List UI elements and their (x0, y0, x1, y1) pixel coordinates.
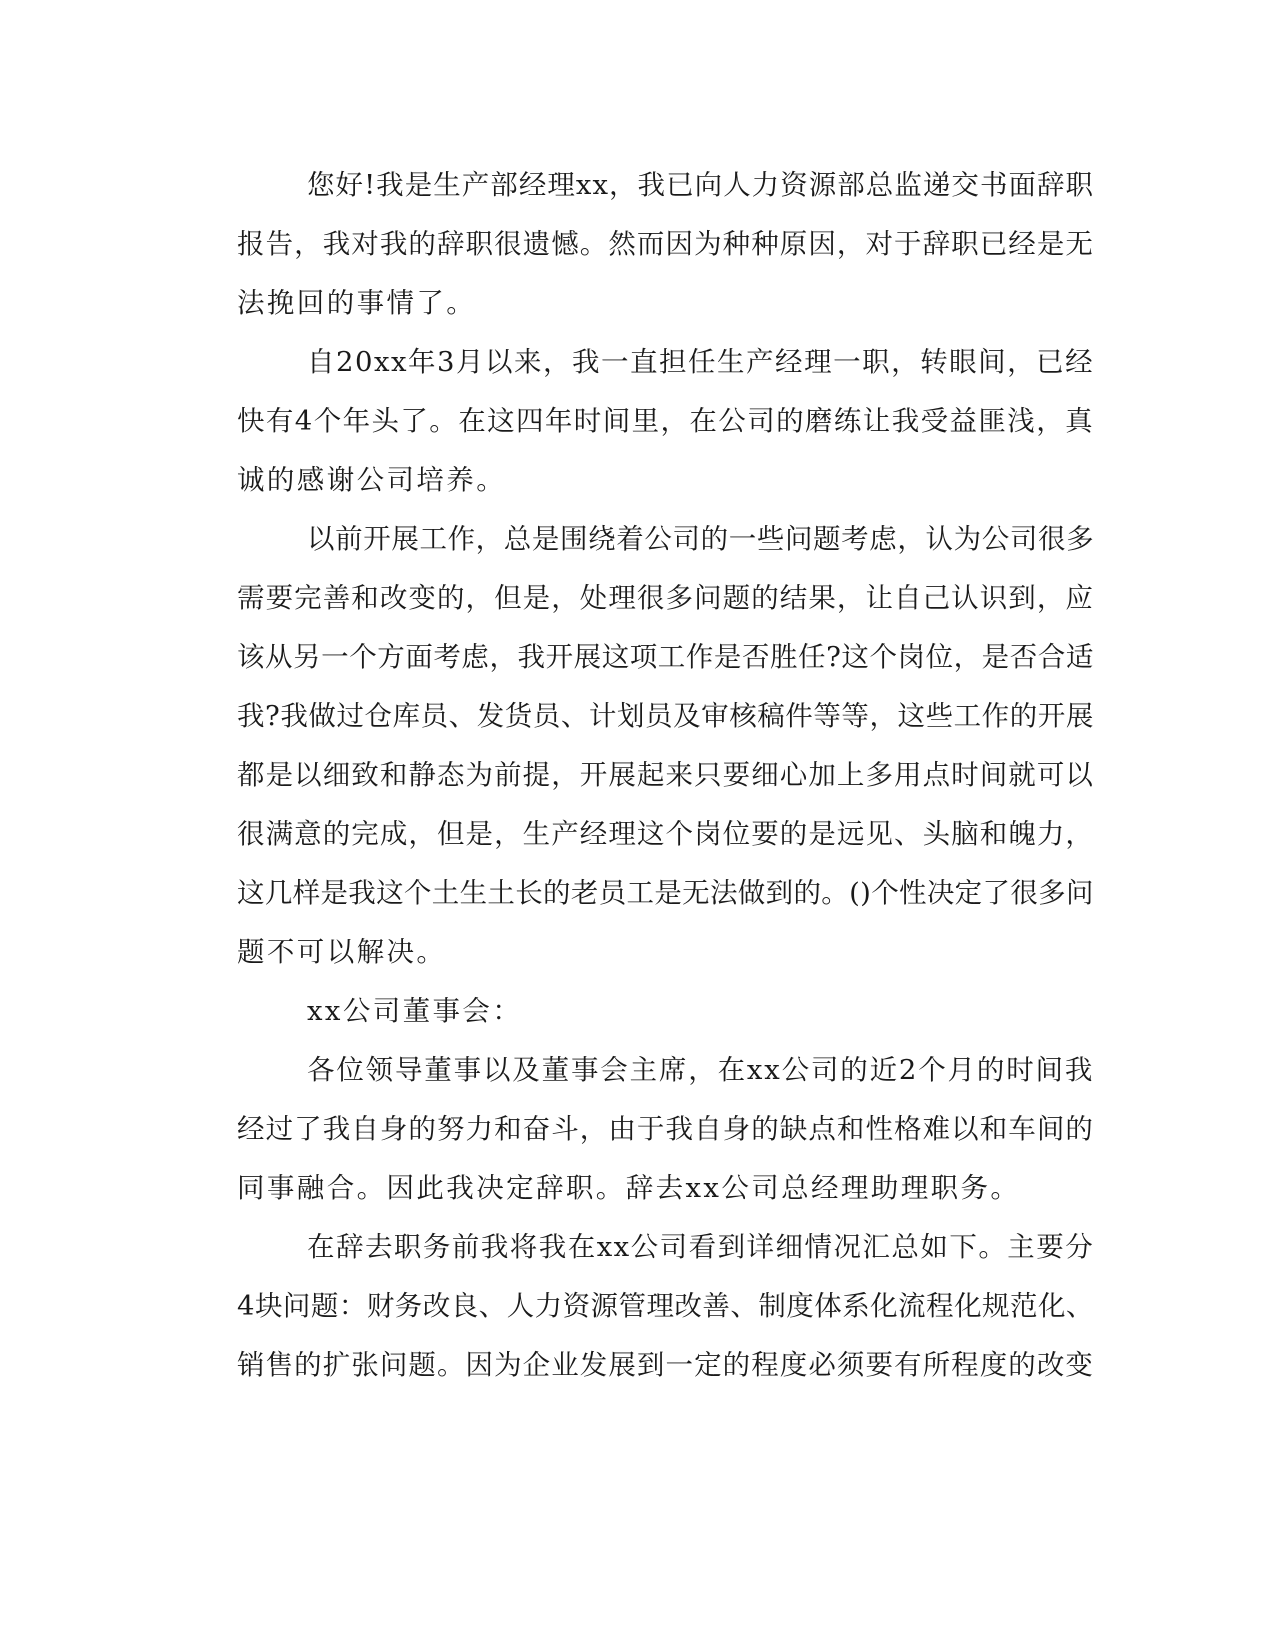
text-line: 需要完善和改变的，但是，处理很多问题的结果，让自己认识到，应 (237, 582, 1094, 614)
salutation (182, 982, 1042, 1041)
text-line: 自20xx年3月以来，我一直担任生产经理一职，转眼间，已经 (307, 346, 1095, 378)
text-line: 我?我做过仓库员、发货员、计划员及审核稿件等等，这些工作的开展 (237, 700, 1094, 732)
text-line: 法挽回的事情了。 (237, 287, 477, 319)
text-line: 这几样是我这个土生土长的老员工是无法做到的。()个性决定了很多问 (237, 877, 1094, 909)
text-line: 题不可以解决。 (237, 936, 447, 968)
text-line: 经过了我自身的努力和奋斗，由于我自身的缺点和性格难以和车间的 (237, 1113, 1094, 1145)
text-line: 同事融合。因此我决定辞职。辞去xx公司总经理助理职务。 (237, 1172, 1021, 1204)
text-line: 以前开展工作，总是围绕着公司的一些问题考虑，认为公司很多 (307, 523, 1095, 555)
paragraph-1 (182, 156, 1095, 333)
document-body (182, 156, 1095, 1395)
text-line: 您好!我是生产部经理xx，我已向人力资源部总监递交书面辞职 (307, 169, 1095, 201)
paragraph-2 (182, 333, 1095, 510)
paragraph-6 (182, 1218, 1095, 1395)
text-line: 在辞去职务前我将我在xx公司看到详细情况汇总如下。主要分 (307, 1231, 1095, 1263)
text-line: 各位领导董事以及董事会主席，在xx公司的近2个月的时间我 (307, 1054, 1095, 1086)
text-line: 都是以细致和静态为前提，开展起来只要细心加上多用点时间就可以 (237, 759, 1094, 791)
text-line: 报告，我对我的辞职很遗憾。然而因为种种原因，对于辞职已经是无 (237, 228, 1094, 260)
text-line: 4块问题：财务改良、人力资源管理改善、制度体系化流程化规范化、 (237, 1290, 1094, 1322)
paragraph-5 (182, 1041, 1095, 1218)
salutation-line: xx公司董事会： (307, 995, 523, 1027)
text-line: 销售的扩张问题。因为企业发展到一定的程度必须要有所程度的改变 (237, 1349, 1094, 1381)
text-line: 该从另一个方面考虑，我开展这项工作是否胜任?这个岗位，是否合适 (237, 641, 1094, 673)
text-line: 很满意的完成，但是，生产经理这个岗位要的是远见、头脑和魄力， (237, 818, 1094, 850)
text-line: 诚的感谢公司培养。 (237, 464, 507, 496)
text-line: 快有4个年头了。在这四年时间里，在公司的磨练让我受益匪浅，真 (237, 405, 1094, 437)
paragraph-3 (182, 510, 1095, 982)
